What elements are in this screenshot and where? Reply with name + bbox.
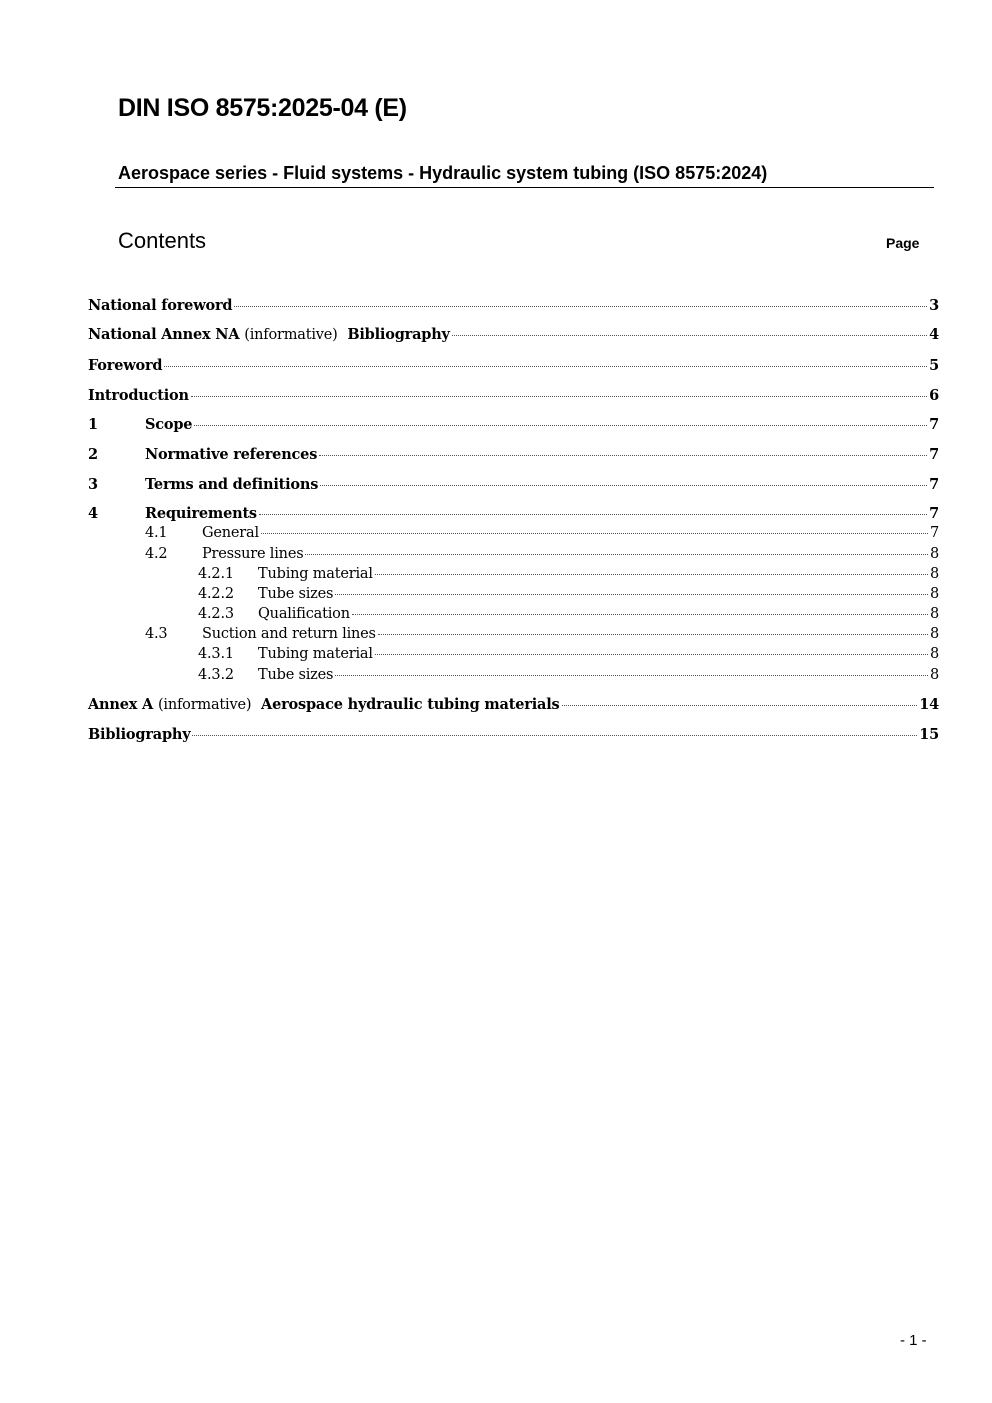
footer-page-number: - 1 - [900,1332,927,1349]
toc-entry-label: Pressure lines [202,546,304,562]
toc-entry-label-start: Annex A [88,696,154,713]
toc-entry-scope[interactable] [88,416,939,433]
toc-entry-label: Requirements [145,505,257,522]
toc-entry-label-end: Bibliography [347,326,450,343]
toc-entry-terms-definitions[interactable] [88,476,939,493]
toc-entry-page: 8 [929,586,939,602]
toc-leader [562,705,918,706]
toc-leader [335,594,928,595]
toc-entry-label: General [202,525,259,541]
toc-entry-label-mid: (informative) [244,327,338,343]
toc-entry-label: Bibliography [88,726,191,743]
toc-leader [305,554,928,555]
toc-entry-national-annex[interactable] [88,326,939,343]
toc-entry-label: Qualification [258,606,350,622]
toc-entry-page: 8 [929,566,939,582]
toc-entry-number: 2 [88,446,98,463]
toc-leader [335,675,928,676]
toc-entry-general[interactable] [88,525,939,541]
toc-leader [452,335,927,336]
toc-entry-page: 14 [919,696,939,713]
toc-entry-page: 5 [929,357,939,374]
toc-entry-page: 6 [929,387,939,404]
toc-entry-introduction[interactable] [88,387,939,404]
toc-entry-label-mid: (informative) [157,697,252,713]
toc-entry-annex-a[interactable] [88,696,939,713]
toc-entry-suction-tubing-material[interactable] [88,646,939,662]
toc-leader [375,654,928,655]
toc-entry-label: Tube sizes [258,667,334,683]
toc-entry-page: 15 [919,726,939,743]
toc-entry-number: 1 [88,416,98,433]
toc-entry-suction-return-lines[interactable] [88,626,939,642]
toc-entry-label: Tube sizes [258,586,334,602]
toc-entry-page: 7 [929,476,939,493]
toc-entry-number: 4 [88,505,98,522]
toc-entry-page: 8 [929,606,939,622]
toc-entry-page: 7 [929,525,939,541]
toc-entry-requirements[interactable] [88,505,939,522]
toc-entry-label [88,326,450,343]
toc-leader [234,306,927,307]
toc-leader [320,485,927,486]
toc-entry-label: National foreword [88,297,233,314]
toc-entry-label: Tubing material [258,566,373,582]
toc-entry-label: Scope [145,416,193,433]
toc-entry-number: 4.3.2 [198,667,234,683]
toc-entry-national-foreword[interactable] [88,297,939,314]
toc-leader [194,425,927,426]
toc-leader [164,366,927,367]
toc-entry-number: 4.2 [145,546,168,562]
contents-heading: Contents [118,228,207,253]
toc-leader [261,533,928,534]
toc-entry-suction-tube-sizes[interactable] [88,667,939,683]
toc-entry-number: 4.2.3 [198,606,234,622]
toc-entry-page: 4 [929,326,939,343]
toc-entry-number: 4.2.1 [198,566,234,582]
toc-entry-pressure-tubing-material[interactable] [88,566,939,582]
toc-entry-label: Terms and definitions [145,476,319,493]
toc-leader [319,455,927,456]
toc-leader [375,574,928,575]
toc-entry-number: 3 [88,476,98,493]
toc-entry-page: 3 [929,297,939,314]
toc-entry-number: 4.1 [145,525,168,541]
toc-entry-number: 4.3 [145,626,168,642]
toc-entry-qualification[interactable] [88,606,939,622]
toc-entry-label: Suction and return lines [202,626,376,642]
toc-entry-page: 7 [929,505,939,522]
toc-leader [352,614,928,615]
toc-entry-label: Tubing material [258,646,373,662]
toc-entry-pressure-lines[interactable] [88,546,939,562]
toc-entry-label-start: National Annex NA [88,326,240,343]
toc-entry-page: 8 [929,546,939,562]
toc-leader [259,514,927,515]
toc-entry-page: 7 [929,416,939,433]
subtitle-rule [115,187,934,188]
toc-entry-foreword[interactable] [88,357,939,374]
toc-entry-label [88,696,560,713]
toc-entry-bibliography[interactable] [88,726,939,743]
toc-entry-page: 7 [929,446,939,463]
toc-entry-label: Normative references [145,446,318,463]
toc-entry-normative-references[interactable] [88,446,939,463]
toc-entry-page: 8 [929,646,939,662]
toc-leader [191,396,927,397]
toc-leader [192,735,917,736]
toc-entry-page: 8 [929,667,939,683]
toc-entry-label-end: Aerospace hydraulic tubing materials [261,696,560,713]
toc-entry-page: 8 [929,626,939,642]
toc-entry-number: 4.2.2 [198,586,234,602]
toc-entry-number: 4.3.1 [198,646,234,662]
document-subtitle: Aerospace series - Fluid systems - Hydraulic system tubing (ISO 8575:2024) [118,163,768,183]
toc-entry-pressure-tube-sizes[interactable] [88,586,939,602]
toc-leader [378,634,928,635]
page-column-heading: Page [886,235,920,251]
document-title: DIN ISO 8575:2025-04 (E) [118,94,407,122]
toc-entry-label: Introduction [88,387,189,404]
toc-entry-label: Foreword [88,357,163,374]
